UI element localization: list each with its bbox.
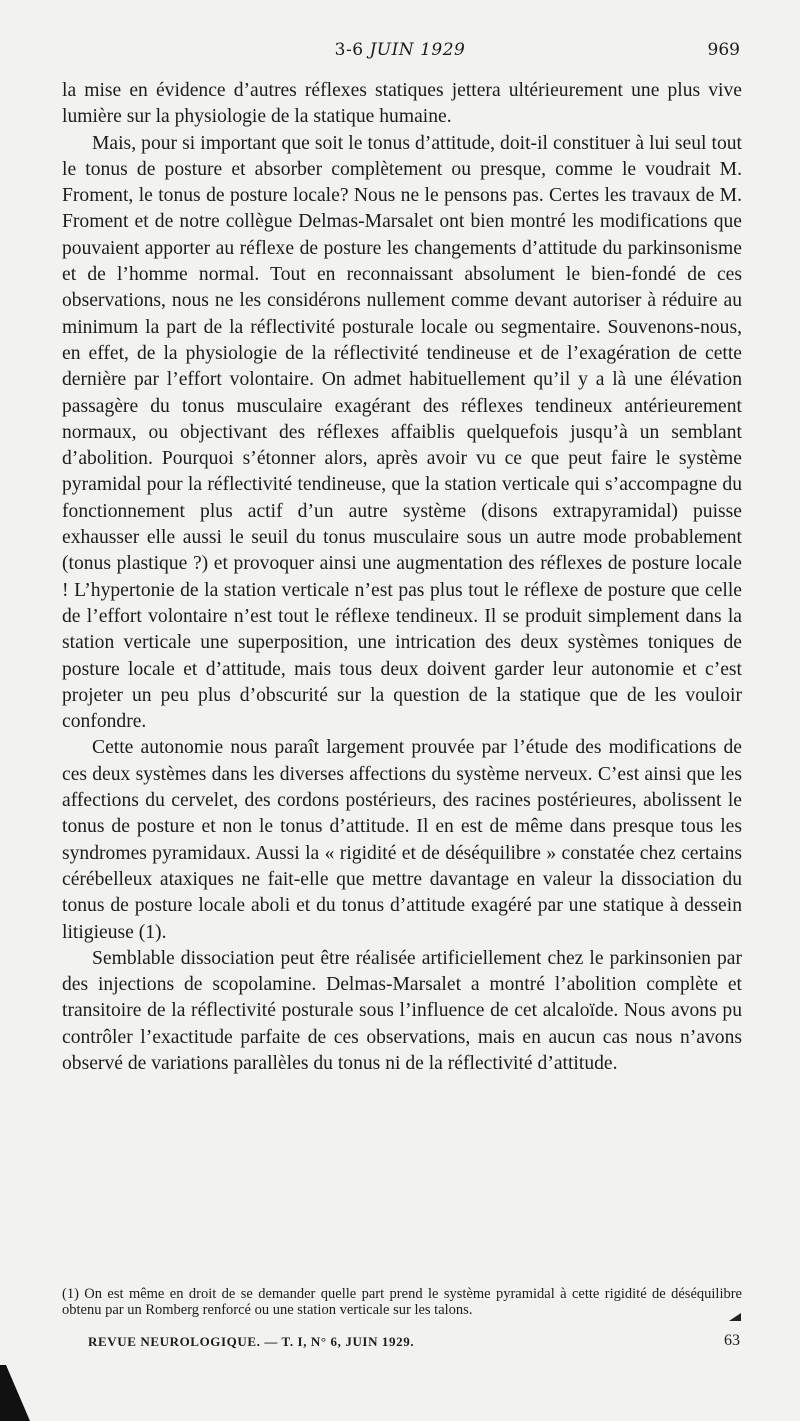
- folio-number: 63: [724, 1332, 740, 1349]
- running-header: [60, 40, 740, 68]
- paragraph-scopolamine: Semblable dissociation peut être réalisée artificiellement chez le parkinsonien par des injections de scopolamine. Delmas-Marsalet a montré l’abolition complète et transitoire de la réflectivité posturale sous l’influence de cet alcaloïde. Nous avons pu contrôler l’exactitude parfaite de ces observations, mais en aucun cas nous n’avons observé de variations parallèles du tonus ni de la réflectivité d’attitude.: [62, 947, 742, 1074]
- footnote: (1) On est même en droit de se demander quelle part prend le système pyramidal à cette rigidité de déséquilibre obtenu par un Romberg renforcé ou une station verticale sur les talons.: [62, 1286, 742, 1318]
- header-page-number: 969: [707, 40, 740, 60]
- paragraph-continuation: la mise en évidence d’autres réflexes statiques jettera ultérieurement une plus vive lumière sur la physiologie de la statique humaine.: [62, 80, 742, 128]
- journal-citation: REVUE NEUROLOGIQUE. — T. I, N° 6, JUIN 1929.: [88, 1334, 415, 1349]
- article-body: [62, 78, 742, 1077]
- header-month-year: JUIN 1929: [369, 40, 466, 60]
- header-date-prefix: 3-6: [334, 40, 364, 60]
- header-date: [60, 40, 740, 60]
- paragraph-tonus-attitude: Mais, pour si important que soit le tonus d’attitude, doit-il constituer à lui seul tout le tonus de posture et absorber complètement ou presque, comme le voudrait M. Froment, le tonus de posture locale? Nous ne le pensons pas. Certes les travaux de M. Froment et de notre collègue Delmas-Marsalet ont bien montré les modifications que pouvaient apporter au réflexe de posture les changements d’attitude du parkinsonisme et de l’homme normal. Tout en reconnaissant absolument le bien-fondé de ces observations, nous ne les considérons nullement comme devant autoriser à réduire au minimum la part de la réflectivité posturale locale ou segmentaire. Souvenons-nous, en effet, de la physiologie de la réflectivité tendineuse et de l’exagération de cette dernière par l’effort volontaire. On admet habituellement qu’il y a là une élévation passagère du tonus musculaire exagérant des réflexes tendineux antérieurement normaux, ou objectivant des réflexes affaiblis quelquefois jusqu’à un semblant d’abolition. Pourquoi s’étonner alors, après avoir vu ce que peut faire le système pyramidal pour la réflectivité tendineuse, que la station verticale qui s’accompagne du fonctionnement plus actif d’un autre système (disons extrapyramidal) puisse exhausser elle aussi le seuil du tonus musculaire sous un autre mode probablement (tonus plastique ?) et provoquer ainsi une augmentation des réflexes de posture locale ! L’hypertonie de la station verticale n’est pas plus tout le réflexe de posture que celle de l’effort volontaire n’est tout le réflexe tendineux. Il se produit simplement dans la station verticale une superposition, une intrication des deux systèmes toniques de posture locale et d’attitude, mais tous deux doivent garder leur autonomie et c’est projeter un peu plus d’obscurité sur la question de la statique que de les vouloir confondre.: [62, 132, 742, 733]
- printer-mark-icon: [728, 1312, 742, 1322]
- paragraph-autonomie: Cette autonomie nous paraît largement prouvée par l’étude des modifications de ces deux systèmes dans les diverses affections du système nerveux. C’est ainsi que les affections du cervelet, des cordons postérieurs, des racines postérieures, abolissent le tonus de posture et non le tonus d’attitude. Il en est de même dans presque tous les syndromes pyramidaux. Aussi la « rigidité et de déséquilibre » constatée chez certains cérébelleux ataxiques ne fait-elle que mettre davantage en valeur la dissociation du tonus de posture locale aboli et du tonus d’attitude exagéré par une statique à dessein litigieuse (1).: [62, 737, 742, 943]
- page-footer: [88, 1334, 740, 1354]
- scan-edge-shadow: [0, 1365, 40, 1421]
